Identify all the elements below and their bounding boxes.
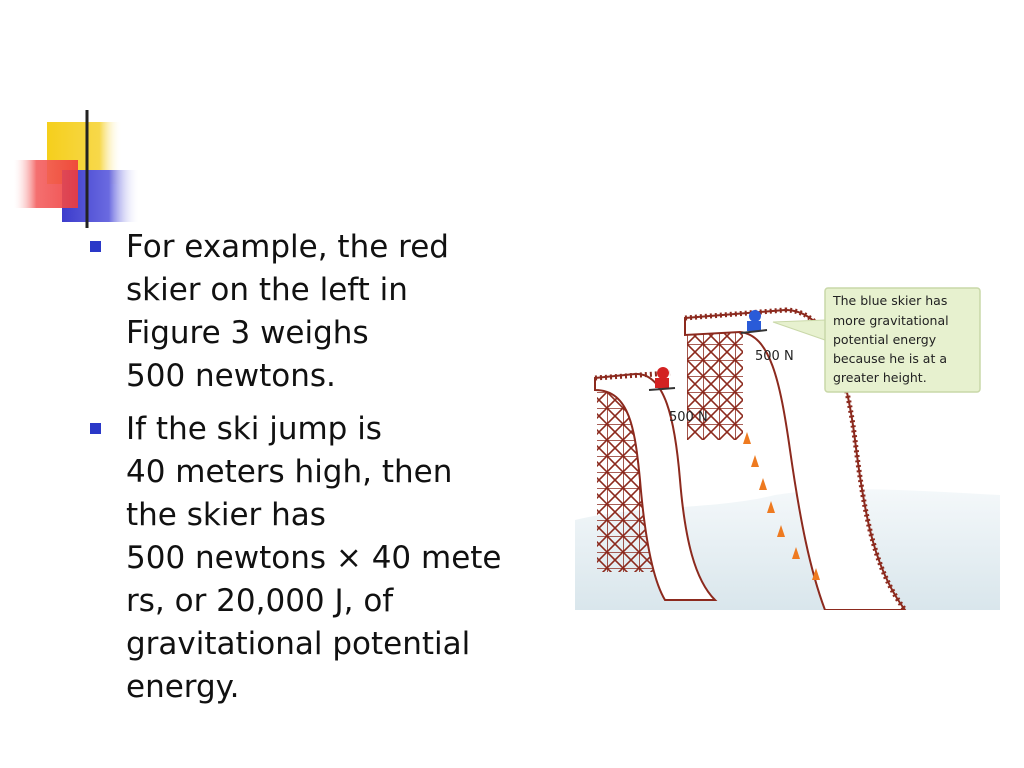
bullet-list: [88, 226, 528, 719]
header-decoration: [0, 0, 1024, 240]
bullet-text: For example, the red skier on the left in Figure 3 weighs 500 newtons.: [126, 229, 449, 394]
blue-skier-weight-label: 500 N: [755, 349, 794, 364]
callout-line: because he is at a: [833, 351, 947, 366]
cone-icon: [759, 478, 767, 490]
callout-line: greater height.: [833, 370, 927, 385]
cone-icon: [743, 432, 751, 444]
callout-line: more gravitational: [833, 313, 949, 328]
bullet-text: If the ski jump is 40 meters high, then the skier has 500 newtons × 40 mete rs, or 20,000 J, of gravitational potential energy.: [126, 411, 502, 705]
bullet-item: [88, 226, 528, 398]
red-skier-weight-label: 500 N: [669, 410, 708, 425]
ski-jump-figure: [575, 280, 1000, 610]
cone-icon: [751, 455, 759, 467]
bullet-marker: [90, 423, 101, 434]
bullet-item: [88, 408, 528, 709]
bullet-marker: [90, 241, 101, 252]
callout-line: potential energy: [833, 332, 937, 347]
callout-line: The blue skier has: [833, 293, 948, 308]
